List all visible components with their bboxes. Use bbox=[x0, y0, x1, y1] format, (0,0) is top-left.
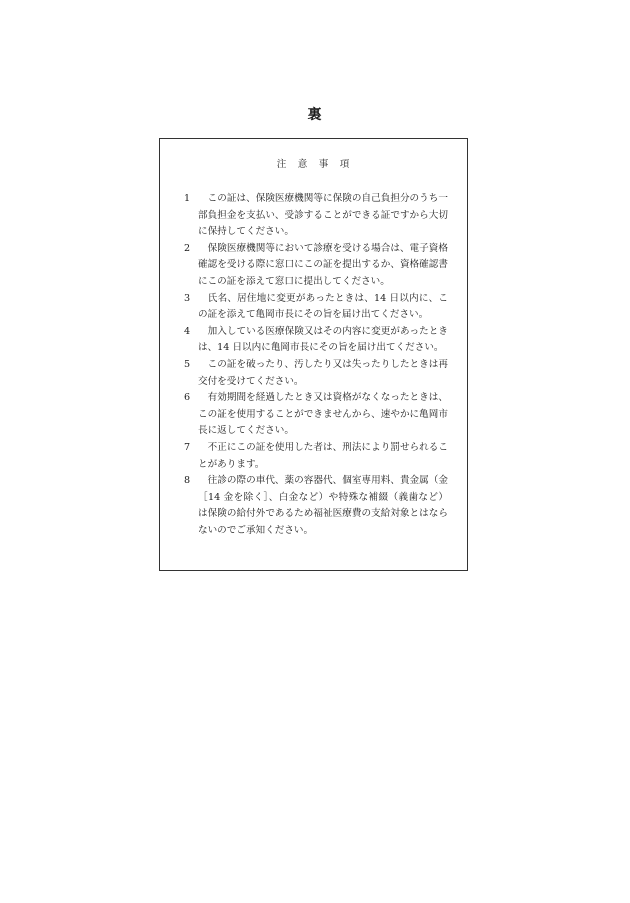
notice-item-8 bbox=[184, 473, 448, 539]
notice-number: 5 bbox=[184, 358, 191, 370]
notice-item-6 bbox=[184, 390, 448, 440]
notice-number: 7 bbox=[184, 441, 191, 453]
notice-number: 8 bbox=[184, 475, 191, 487]
notice-item-2 bbox=[184, 241, 448, 291]
notice-text: 加入している医療保険又はその内容に変更があったときは、14 日以内に亀岡市長にその旨を届け出てください。 bbox=[198, 325, 448, 354]
notice-item-1 bbox=[184, 191, 448, 241]
notice-number: 2 bbox=[184, 242, 191, 254]
notice-text: 不正にこの証を使用した者は、刑法により罰せられることがあります。 bbox=[198, 441, 448, 470]
notice-number: 6 bbox=[184, 392, 191, 404]
notice-text: この証は、保険医療機関等に保険の自己負担分のうち一部負担金を支払い、受診することができる証ですから大切に保持してください。 bbox=[198, 193, 448, 238]
notice-item-5 bbox=[184, 357, 448, 390]
notice-box bbox=[159, 138, 468, 571]
notice-item-7 bbox=[184, 440, 448, 473]
notice-text: 有効期間を経過したとき又は資格がなくなったときは、この証を使用することができませんから、速やかに亀岡市長に返してください。 bbox=[198, 392, 448, 437]
notice-item-4 bbox=[184, 324, 448, 357]
notice-text: この証を破ったり、汚したり又は失ったりしたときは再交付を受けてください。 bbox=[198, 358, 448, 387]
notice-text: 氏名、居住地に変更があったときは、14 日以内に、この証を添えて亀岡市長にその旨を届け出てください。 bbox=[198, 292, 448, 321]
notice-text: 保険医療機関等において診療を受ける場合は、電子資格確認を受ける際に窓口にこの証を提出するか、資格確認書にこの証を添えて窓口に提出してください。 bbox=[198, 242, 448, 287]
notice-list bbox=[184, 191, 448, 539]
notice-number: 3 bbox=[184, 292, 191, 304]
notice-number: 1 bbox=[184, 193, 191, 204]
notice-number: 4 bbox=[184, 325, 191, 337]
notice-title: 注 意 事 項 bbox=[276, 159, 351, 170]
page-heading: 裏 bbox=[307, 107, 323, 123]
notice-item-3 bbox=[184, 291, 448, 324]
notice-text: 往診の際の車代、薬の容器代、個室専用料、貴金属（金［14 金を除く］、白金など）や特殊な補綴（義歯など）は保険の給付外であるため福祉医療費の支給対象とはならないのでご承知ください。 bbox=[198, 475, 448, 536]
